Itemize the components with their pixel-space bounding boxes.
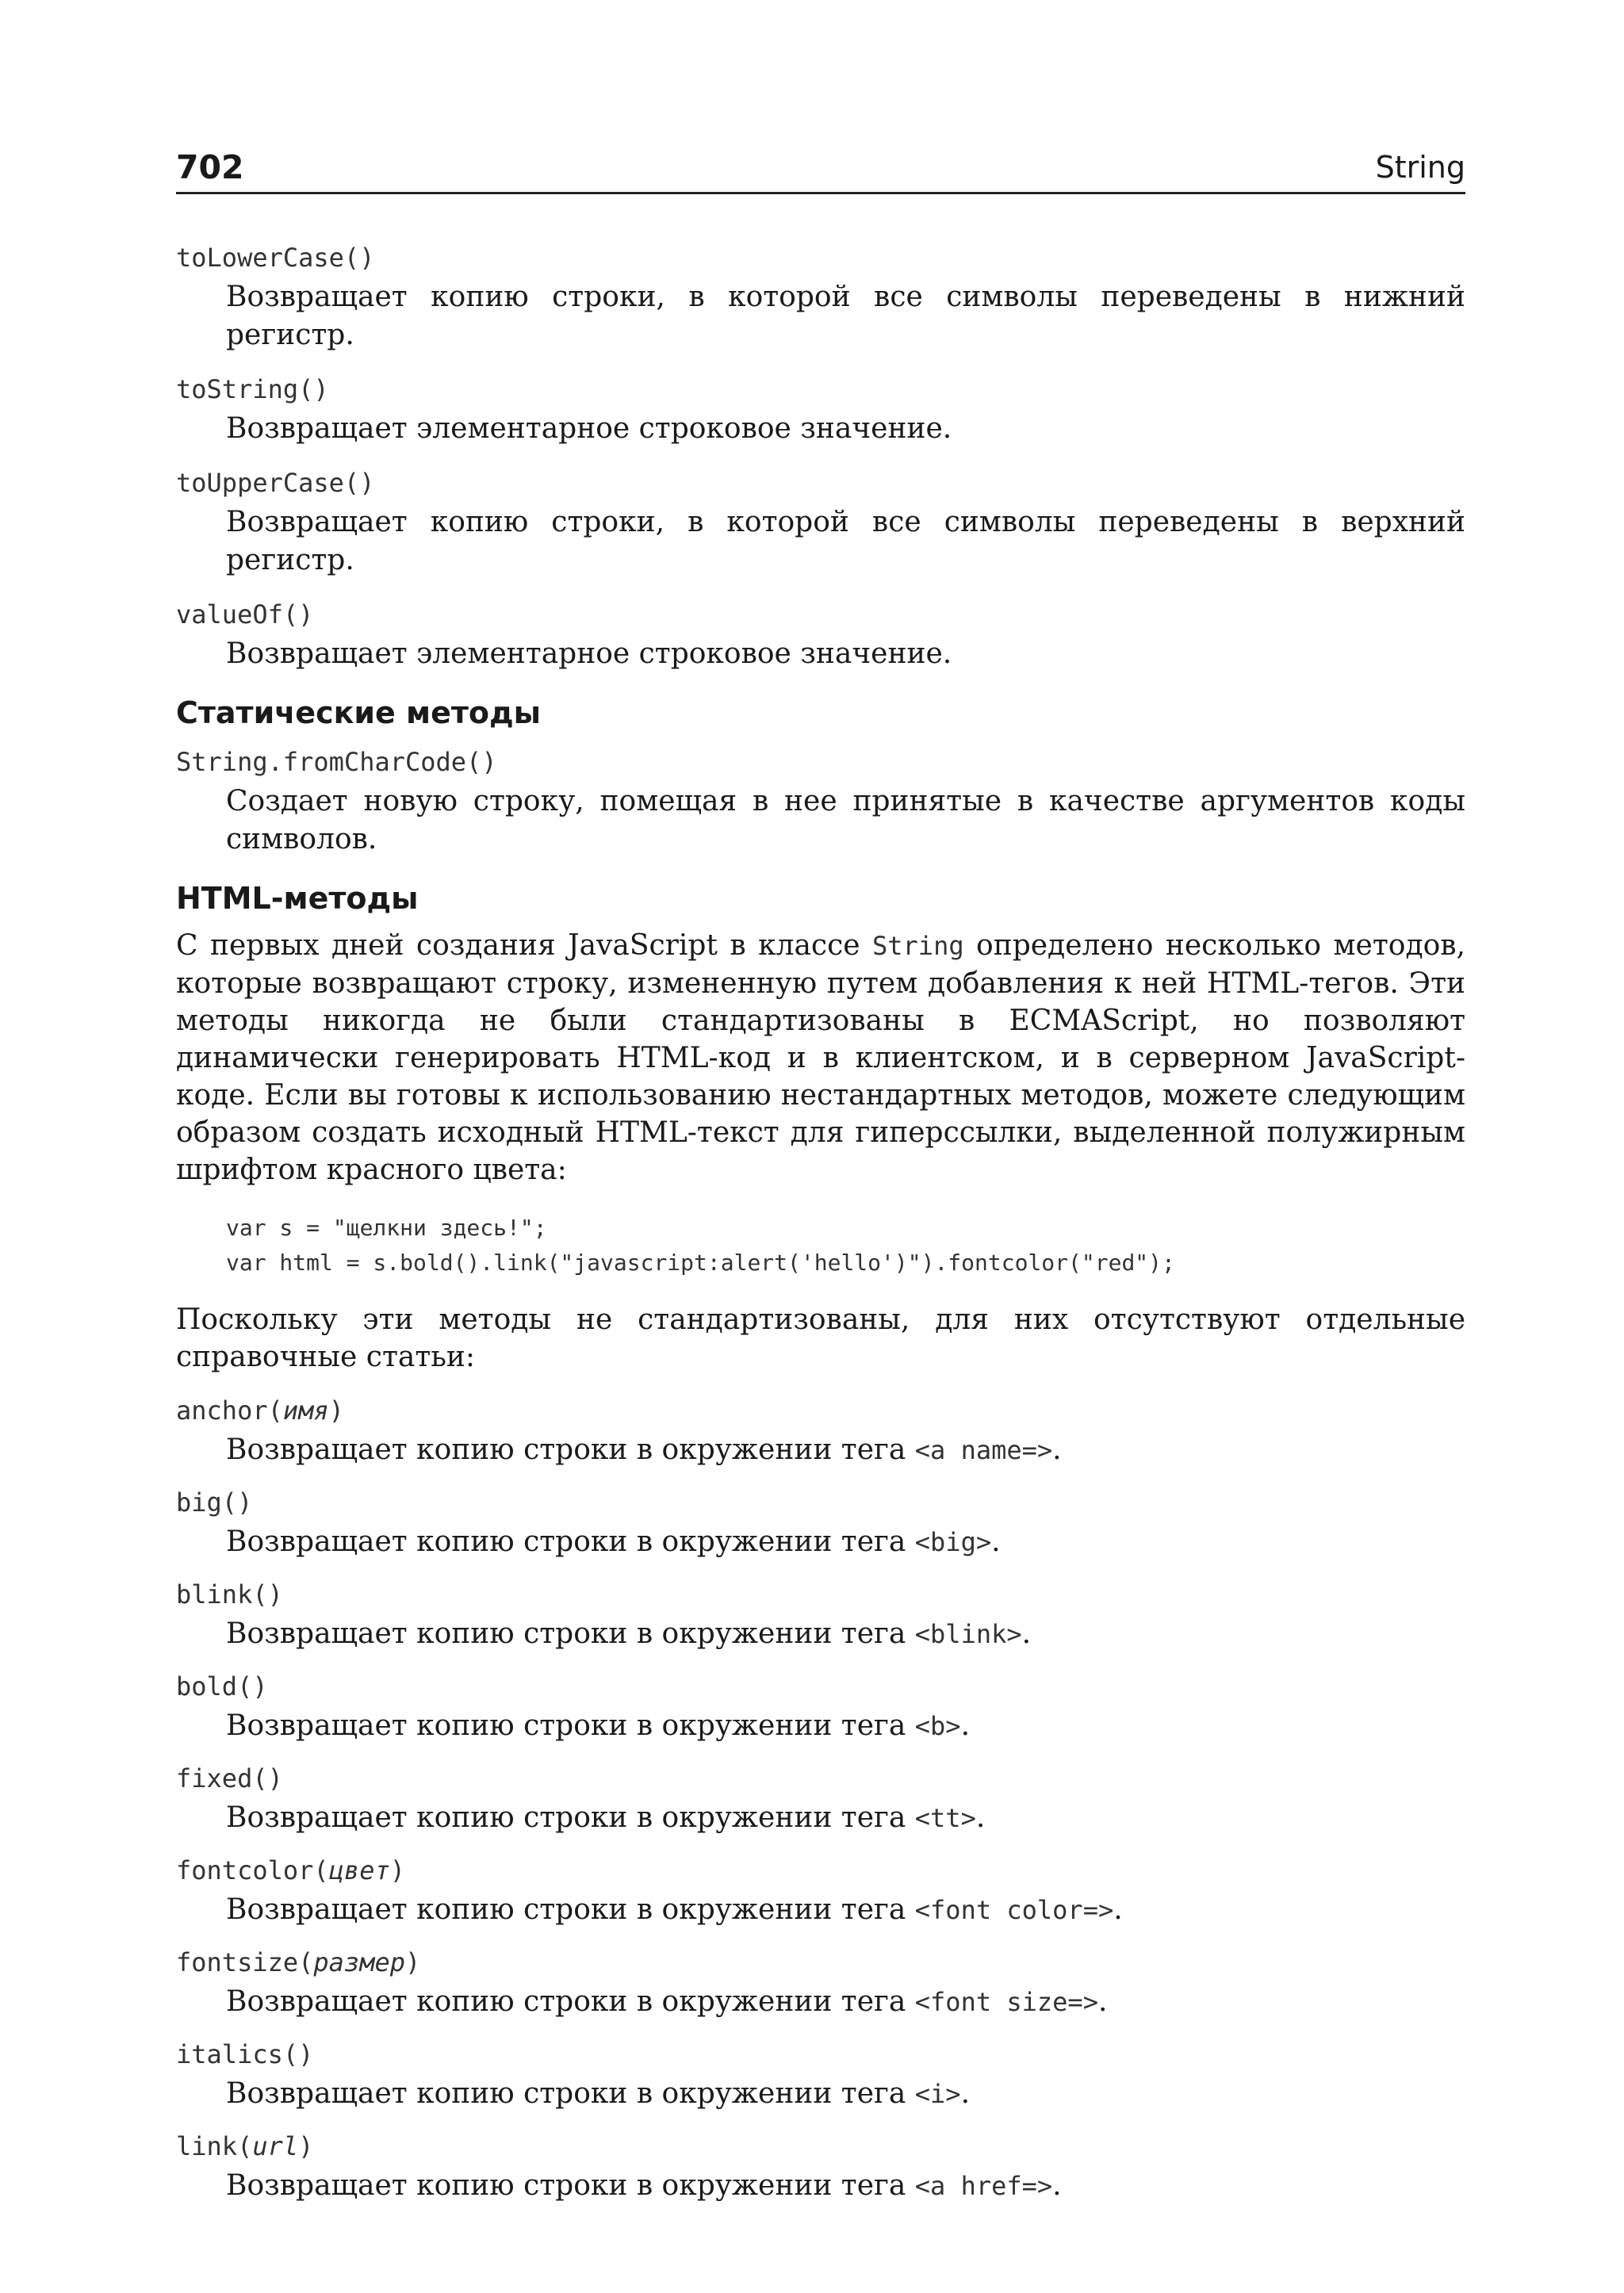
method-signature: toString()	[176, 374, 329, 404]
html-tag: <font size=>	[914, 1987, 1098, 2017]
description-text: Возвращает копию строки в окружении тега	[226, 1893, 915, 1926]
html-tag: <b>	[914, 1711, 961, 1741]
html-tag: <font color=>	[914, 1895, 1114, 1925]
intro-inline-code: String	[872, 931, 964, 961]
method-name: fontsize(	[176, 1947, 314, 1977]
after-code-paragraph: Поскольку эти методы не стандартизованы, для них отсутствуют отдельные справочные статьи:	[176, 1303, 1465, 1373]
period: .	[960, 1709, 971, 1742]
html-methods-list	[176, 1390, 1465, 2205]
code-line: var s = "щелкни здесь!";	[226, 1215, 547, 1241]
method-entry-tolowercase	[176, 237, 1465, 354]
description-text: Возвращает копию строки в окружении тега	[226, 1801, 915, 1834]
method-name: anchor(	[176, 1395, 283, 1426]
method-paren: )	[404, 1947, 421, 1977]
method-signature	[176, 1942, 1465, 1983]
method-signature: toLowerCase()	[176, 243, 375, 273]
period: .	[1052, 1434, 1062, 1466]
method-entry-fixed	[176, 1758, 1465, 1837]
book-page	[176, 147, 1465, 2218]
method-signature	[176, 1758, 1465, 1799]
method-description	[176, 1707, 1465, 1745]
method-signature	[176, 1390, 1465, 1431]
method-name: italics()	[176, 2039, 314, 2069]
html-tag: <a href=>	[914, 2171, 1053, 2201]
method-entry-tostring	[176, 369, 1465, 448]
method-signature	[176, 1850, 1465, 1891]
description-text: Возвращает копию строки в окружении тега	[226, 1709, 915, 1742]
method-paren: )	[298, 2131, 314, 2161]
description-text: Возвращает копию строки в окружении тега	[226, 2077, 915, 2110]
method-name: link(	[176, 2131, 253, 2161]
method-argument: размер	[313, 1947, 405, 1977]
intro-text-before: С первых дней создания JavaScript в классе	[176, 929, 872, 962]
html-tag: <a name=>	[914, 1435, 1053, 1465]
html-tag: <i>	[914, 2079, 961, 2109]
period: .	[960, 2077, 971, 2110]
method-signature	[176, 1482, 1465, 1523]
method-description	[176, 1983, 1465, 2021]
method-entry-fontsize	[176, 1942, 1465, 2021]
method-entry-italics	[176, 2034, 1465, 2113]
code-line: var html = s.bold().link("javascript:alert('hello')").fontcolor("red");	[226, 1250, 1175, 1276]
method-entry-bold	[176, 1666, 1465, 1745]
period: .	[1097, 1985, 1108, 2018]
method-signature: toUpperCase()	[176, 468, 375, 498]
method-entry-touppercase	[176, 462, 1465, 580]
method-signature	[176, 1574, 1465, 1615]
html-tag: <tt>	[914, 1803, 976, 1833]
method-paren: )	[328, 1395, 344, 1426]
method-entry-valueof	[176, 594, 1465, 673]
method-description	[176, 2167, 1465, 2205]
description-text: Возвращает копию строки в окружении тега	[226, 1617, 915, 1650]
method-entry-fromcharcode	[176, 741, 1465, 859]
method-argument: имя	[282, 1395, 329, 1426]
method-name: fixed()	[176, 1763, 283, 1793]
method-paren: )	[389, 1855, 405, 1885]
method-description: Возвращает элементарное строковое значение.	[226, 637, 952, 670]
period: .	[1052, 2169, 1062, 2202]
method-entry-anchor	[176, 1390, 1465, 1469]
method-name: big()	[176, 1487, 253, 1518]
method-description	[176, 1523, 1465, 1561]
period: .	[975, 1801, 986, 1834]
method-description: Создает новую строку, помещая в нее принятые в качестве аргументов коды символов.	[226, 785, 1465, 856]
description-text: Возвращает копию строки в окружении тега	[226, 1525, 915, 1558]
method-description: Возвращает копию строки, в которой все символы переведены в верхний регистр.	[226, 506, 1465, 576]
method-argument: цвет	[328, 1855, 390, 1885]
html-methods-heading: HTML-методы	[176, 881, 419, 916]
method-signature: valueOf()	[176, 599, 314, 630]
intro-text-after: определено несколько методов, которые возвращают строку, измененную путем добавления к ней HTML-тегов. Эти методы никогда не были стандартизованы в ECMAScript, но позволяют динамически генерировать HTML-код и в клиентском, и в серверном JavaScript-коде. Если вы готовы к использованию нестандартных методов, можете следующим образом создать исходный HTML-текст для гиперссылки, выделенной полужирным шрифтом красного цвета:	[176, 929, 1465, 1186]
page-header	[176, 147, 1465, 194]
method-entry-link	[176, 2126, 1465, 2205]
method-entry-blink	[176, 1574, 1465, 1653]
method-signature	[176, 2126, 1465, 2167]
description-text: Возвращает копию строки в окружении тега	[226, 1434, 915, 1466]
html-tag: <big>	[914, 1527, 992, 1557]
method-argument: url	[252, 2131, 299, 2161]
method-name: blink()	[176, 1579, 283, 1610]
method-description	[176, 1615, 1465, 1653]
page-body	[176, 237, 1465, 2205]
page-number: 702	[176, 148, 244, 186]
method-signature	[176, 1666, 1465, 1707]
html-methods-intro	[176, 927, 1465, 1189]
method-description: Возвращает элементарное строковое значение.	[226, 412, 952, 445]
method-description	[176, 1431, 1465, 1469]
static-methods-heading: Статические методы	[176, 695, 542, 730]
description-text: Возвращает копию строки в окружении тега	[226, 1985, 915, 2018]
method-name: fontcolor(	[176, 1855, 329, 1885]
html-tag: <blink>	[914, 1619, 1022, 1649]
running-head: String	[1375, 150, 1465, 185]
method-description	[176, 2075, 1465, 2113]
period: .	[991, 1525, 1001, 1558]
method-name: bold()	[176, 1671, 268, 1702]
method-description: Возвращает копию строки, в которой все символы переведены в нижний регистр.	[226, 281, 1465, 351]
method-signature	[176, 2034, 1465, 2075]
period: .	[1021, 1617, 1032, 1650]
method-entry-big	[176, 1482, 1465, 1561]
method-description	[176, 1891, 1465, 1929]
method-description	[176, 1799, 1465, 1837]
method-entry-fontcolor	[176, 1850, 1465, 1929]
description-text: Возвращает копию строки в окружении тега	[226, 2169, 915, 2202]
code-example	[176, 1211, 1465, 1280]
method-signature: String.fromCharCode()	[176, 747, 497, 777]
period: .	[1113, 1893, 1123, 1926]
